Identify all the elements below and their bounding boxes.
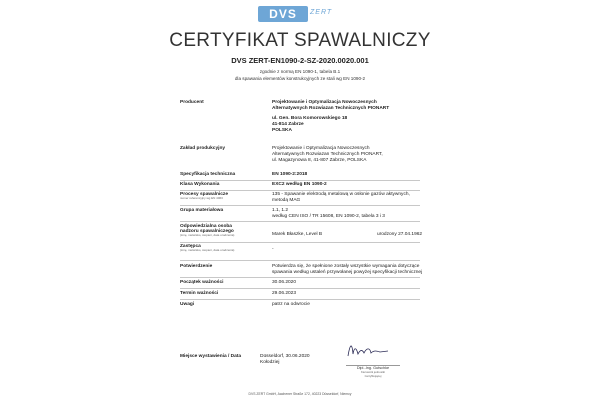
termin-label: Termin ważności: [180, 291, 219, 296]
procesy-label-text: Procesy spawalnicze: [180, 192, 228, 197]
potwierdzenie-line-2: spawania według ustaleń przywołanej powyżej specyfikacji technicznej: [272, 270, 423, 275]
dvs-zert-logo: [258, 6, 342, 22]
producent-label: Producent: [180, 100, 204, 105]
signer-role-2: Certyfikującej: [364, 374, 382, 378]
certificate-number: DVS ZERT-EN1090-2-SZ-2020.0020.001: [231, 56, 369, 65]
subtitle-line-2: dla spawania elementów konstrukcyjnych ze stali wg EN 1090-2: [234, 76, 366, 81]
zastepca-label-sub: (imię, nazwisko, stopień, data urodzenia): [180, 248, 235, 252]
certificate-sheet: [150, 0, 450, 400]
producent-addr-3: POLSKA: [272, 128, 292, 133]
osoba-value: [272, 232, 432, 238]
producent-name-1: Projektowanie i Optymalizacja Nowoczesnych: [272, 100, 377, 105]
procesy-label-sub: numer referencyjny wg EN 4063: [180, 196, 223, 200]
poczatek-label: Początek ważności: [180, 280, 224, 285]
procesy-line-2: metodą MAG: [272, 198, 301, 203]
grupa-line-2: według CEN ISO / TR 15608, EN 1090-2, tabela 3 i 3: [272, 214, 385, 219]
osoba-label-sub: (imię, nazwisko, stopień, data urodzenia): [180, 233, 235, 237]
miejsce-label: Miejsce wystawienia / Data: [180, 354, 242, 359]
poczatek-value: 30.06.2020: [272, 280, 297, 285]
divider: [180, 299, 420, 300]
zastepca-value: -: [272, 247, 274, 252]
potwierdzenie-value: [272, 264, 432, 276]
zastepca-label-text: Zastępca: [180, 244, 201, 249]
page-title: CERTYFIKAT SPAWALNICZY: [169, 30, 431, 51]
procesy-label: [180, 192, 252, 200]
divider: [180, 288, 420, 289]
signer-role-1: Kierownik jednostki: [361, 370, 385, 374]
divider: [180, 260, 420, 261]
potwierdzenie-label: Potwierdzenie: [180, 264, 213, 269]
signer-name: Dipl.-Ing. Gutschke: [356, 366, 390, 370]
osoba-label-1: Odpowiedzialna osoba: [180, 224, 232, 229]
divider: [180, 190, 420, 191]
producent-addr-1: ul. Gen. Bora Komorowskiego 18: [272, 116, 348, 121]
termin-value: 29.06.2023: [272, 291, 297, 296]
producent-addr-2: 41-814 Zabrze: [272, 122, 304, 127]
miejsce-line-1: Düsseldorf, 30.06.2020: [260, 354, 310, 359]
osoba-name: Marek Błaszke, Level B: [272, 232, 323, 237]
zaklad-line-1: Projektowanie i Optymalizacja Nowoczesnych: [272, 146, 370, 151]
osoba-label-2: nadzoru spawalniczego: [180, 229, 234, 234]
divider: [180, 205, 420, 206]
specyfikacja-value: EN 1090-2:2018: [272, 172, 308, 177]
logo-suffix: ZERT: [310, 9, 333, 16]
zaklad-value: [272, 146, 432, 164]
divider: [180, 180, 420, 181]
potwierdzenie-line-1: Potwierdza się, że spełnione zostały wszystkie wymagania dotyczące: [272, 264, 420, 269]
subtitle-line-1: zgodnie z normą EN 1090-1, tabela B.1: [259, 69, 341, 74]
footer-address: DVS ZERT GmbH, Aachener Straße 172, 40223 Düsseldorf, Niemcy: [248, 392, 352, 396]
zaklad-label: Zakład produkcyjny: [180, 146, 226, 151]
producent-value: [272, 100, 432, 134]
klasa-value: EXC2 według EN 1090-2: [272, 182, 327, 187]
uwagi-label: Uwagi: [180, 302, 195, 307]
logo-brand: DVS: [258, 6, 308, 22]
grupa-line-1: 1.1, 1.2: [272, 208, 289, 213]
divider: [180, 277, 420, 278]
zaklad-line-2: Alternatywnych Rozwiazan Technicznych PIONART,: [272, 152, 383, 157]
procesy-value: [272, 192, 432, 204]
divider: [180, 221, 420, 222]
osoba-label: [180, 224, 252, 237]
producent-name-2: Alternatywnych Rozwiazan Technicznych PIONART: [272, 106, 390, 111]
procesy-line-1: 135 - Spawanie elektrodą metalową w osłonie gazów aktywnych,: [272, 192, 410, 197]
grupa-value: [272, 208, 432, 220]
grupa-label: Grupa materiałowa: [180, 208, 224, 213]
specyfikacja-label: Specyfikacja techniczna: [180, 172, 236, 177]
osoba-born: urodzony 27.04.1962: [377, 232, 423, 237]
zaklad-line-3: ul. Magazynowa 8, 41-807 Zabrze, POLSKA: [272, 158, 367, 163]
miejsce-line-2: Kołodziej: [260, 360, 280, 365]
divider: [180, 242, 420, 243]
uwagi-value: patrz na odwrocie: [272, 302, 310, 307]
zastepca-label: [180, 244, 252, 252]
klasa-label: Klasa Wykonania: [180, 182, 220, 187]
miejsce-value: [260, 354, 420, 366]
